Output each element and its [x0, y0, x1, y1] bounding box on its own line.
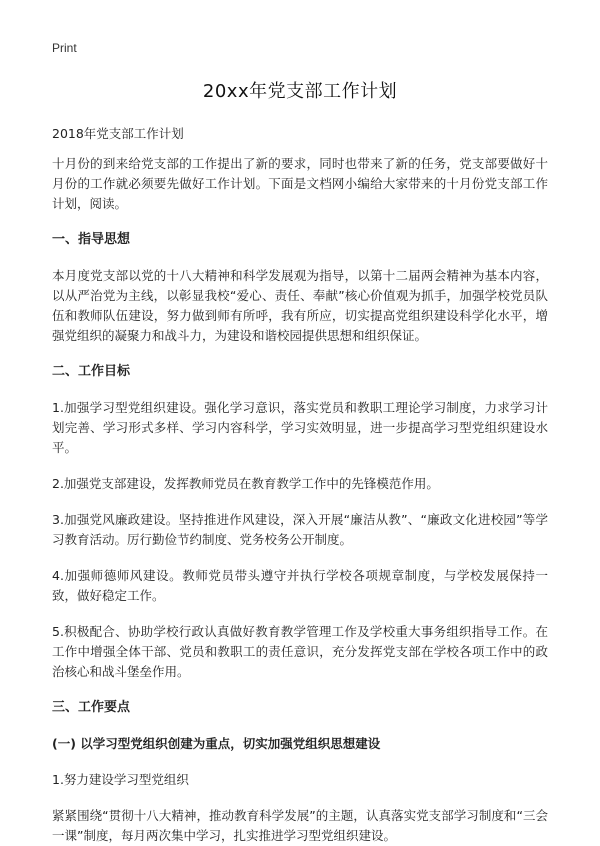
learning-org-paragraph: 紧紧围绕“贯彻十八大精神，推动教育科学发展”的主题，认真落实党支部学习制度和“三会一课”制度，每月两次集中学习，扎实推进学习型党组织建设。	[52, 808, 548, 843]
document-subtitle: 2018年党支部工作计划	[52, 126, 184, 141]
work-goal-item-5: 5.积极配合、协助学校行政认真做好教育教学管理工作及学校重大事务组织指导工作。在工作中增强全体干部、党员和教职工的责任意识，充分发挥党支部在学校各项工作中的政治核心和战斗堡垒作用。	[52, 624, 548, 679]
subsection-heading-learning-org: (一) 以学习型党组织创建为重点，切实加强党组织思想建设	[52, 736, 381, 751]
intro-paragraph: 十月份的到来给党支部的工作提出了新的要求，同时也带来了新的任务，党支部要做好十月份的工作就必须要先做好工作计划。下面是文档网小编给大家带来的十月份党支部工作计划，阅读。	[52, 156, 548, 211]
work-goal-item-3: 3.加强党风廉政建设。坚持推进作风建设，深入开展“廉洁从教”、“廉政文化进校园”等学习教育活动。厉行勤俭节约制度、党务校务公开制度。	[52, 512, 548, 547]
guiding-ideology-paragraph: 本月度党支部以党的十八大精神和科学发展观为指导，以第十二届两会精神为基本内容，以从严治党为主线，以彰显我校“爱心、责任、奉献”核心价值观为抓手，加强学校党员队伍和教师队伍建设，努力做到师有所呼，我有所应，切实提高党组织建设科学化水平，增强党组织的凝聚力和战斗力，为建设和谐校园提供思想和组织保证。	[52, 268, 548, 343]
work-goal-item-4: 4.加强师德师风建设。教师党员带头遵守并执行学校各项规章制度，与学校发展保持一致，做好稳定工作。	[52, 568, 548, 603]
work-goal-item-2: 2.加强党支部建设，发挥教师党员在教育教学工作中的先锋模范作用。	[52, 476, 439, 491]
print-label: Print	[52, 41, 77, 55]
work-goal-item-1: 1.加强学习型党组织建设。强化学习意识，落实党员和教职工理论学习制度，力求学习计划完善、学习形式多样、学习内容科学，学习实效明显，进一步提高学习型党组织建设水平。	[52, 400, 548, 455]
section-heading-work-goals: 二、工作目标	[52, 364, 131, 379]
item-title-learning-org: 1.努力建设学习型党组织	[52, 772, 189, 787]
document-title: 20xx年党支部工作计划	[202, 81, 398, 102]
section-heading-work-points: 三、工作要点	[52, 700, 131, 715]
section-heading-guiding-ideology: 一、指导思想	[52, 232, 131, 247]
